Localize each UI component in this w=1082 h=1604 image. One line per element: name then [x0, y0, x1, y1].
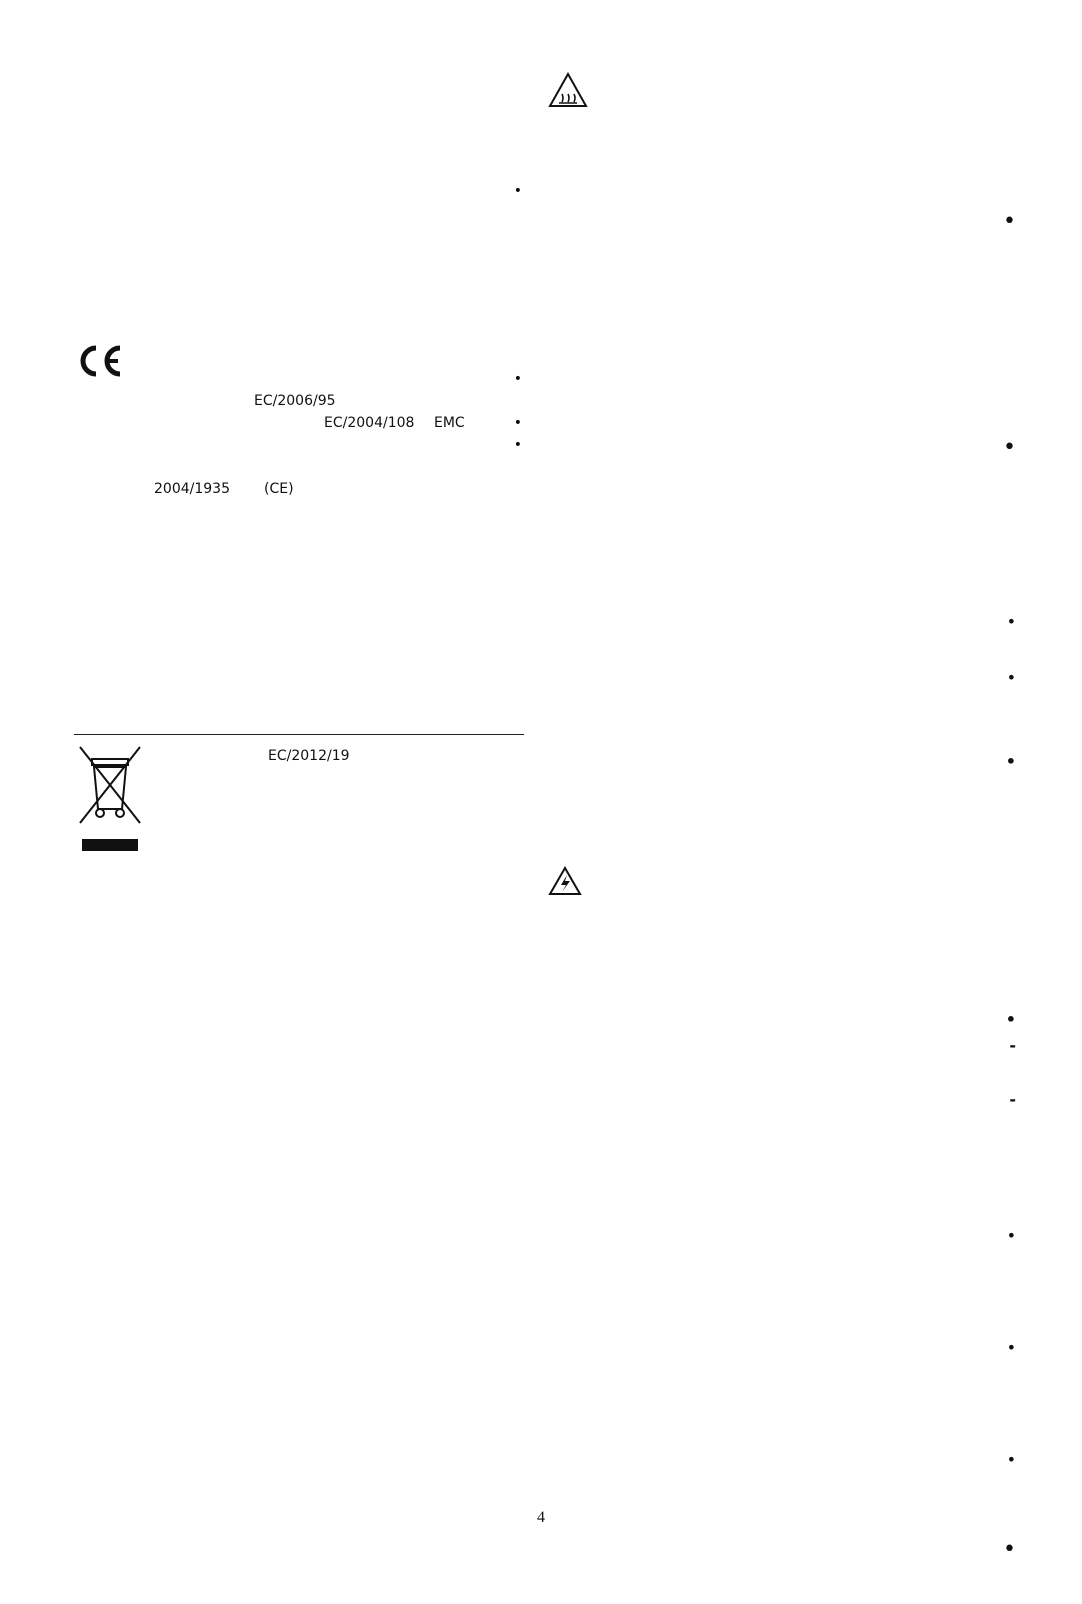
list-item: -	[1009, 1090, 1016, 1109]
hot-surface-warning-icon	[548, 72, 588, 108]
service-bullets	[74, 180, 524, 260]
ce-list	[134, 368, 524, 500]
directive-code: 2012/19/EC	[268, 748, 350, 764]
ce-conformity-mark	[74, 344, 124, 378]
list-item: • 2006/95/EC	[134, 368, 524, 412]
electric-warning-heading	[548, 866, 1018, 896]
disposal-text	[156, 745, 524, 857]
list-item: • 2004/108/EC EMC	[134, 412, 524, 434]
right-column	[548, 72, 1018, 1604]
list-item: •	[1006, 668, 1016, 687]
list-item: •	[1005, 1010, 1016, 1029]
disposal-heading	[74, 730, 524, 735]
list-item: •	[1003, 1537, 1016, 1562]
directive-code: 2006/95/EC	[254, 393, 336, 409]
list-item: •	[513, 183, 522, 199]
left-column	[74, 72, 524, 857]
ce-directives	[134, 344, 524, 500]
ce-section	[74, 344, 524, 500]
list-item: -	[1009, 1036, 1016, 1055]
list-item: •	[1006, 612, 1016, 631]
burn-warning-heading	[548, 72, 1018, 108]
burn-bullets-1	[548, 204, 1018, 510]
directive-code: 2004/1935	[154, 481, 230, 497]
directive-code: (CE)	[264, 481, 294, 497]
list-item: •	[1006, 1450, 1016, 1469]
directive-code: EMC	[434, 415, 465, 431]
directive-code: 2004/108/EC	[324, 415, 415, 431]
list-item: •	[1006, 1226, 1016, 1245]
crossed-out-wheelie-bin-icon	[74, 745, 146, 855]
burn-bullets-2	[548, 610, 1018, 862]
list-item: •	[1005, 752, 1016, 771]
ce-intro	[134, 344, 524, 368]
list-item: •	[1003, 209, 1016, 234]
burn-warning-body	[548, 204, 1018, 640]
list-item: •	[1003, 435, 1016, 460]
list-item: • (CE) 2004/1935	[134, 434, 524, 500]
service-continuation	[74, 72, 524, 180]
list-item: •	[1006, 1338, 1016, 1357]
page-number: 4	[537, 1509, 545, 1526]
electric-shock-warning-icon	[548, 866, 582, 896]
disposal-section	[74, 745, 524, 857]
electric-warning-intro	[548, 896, 1018, 1008]
